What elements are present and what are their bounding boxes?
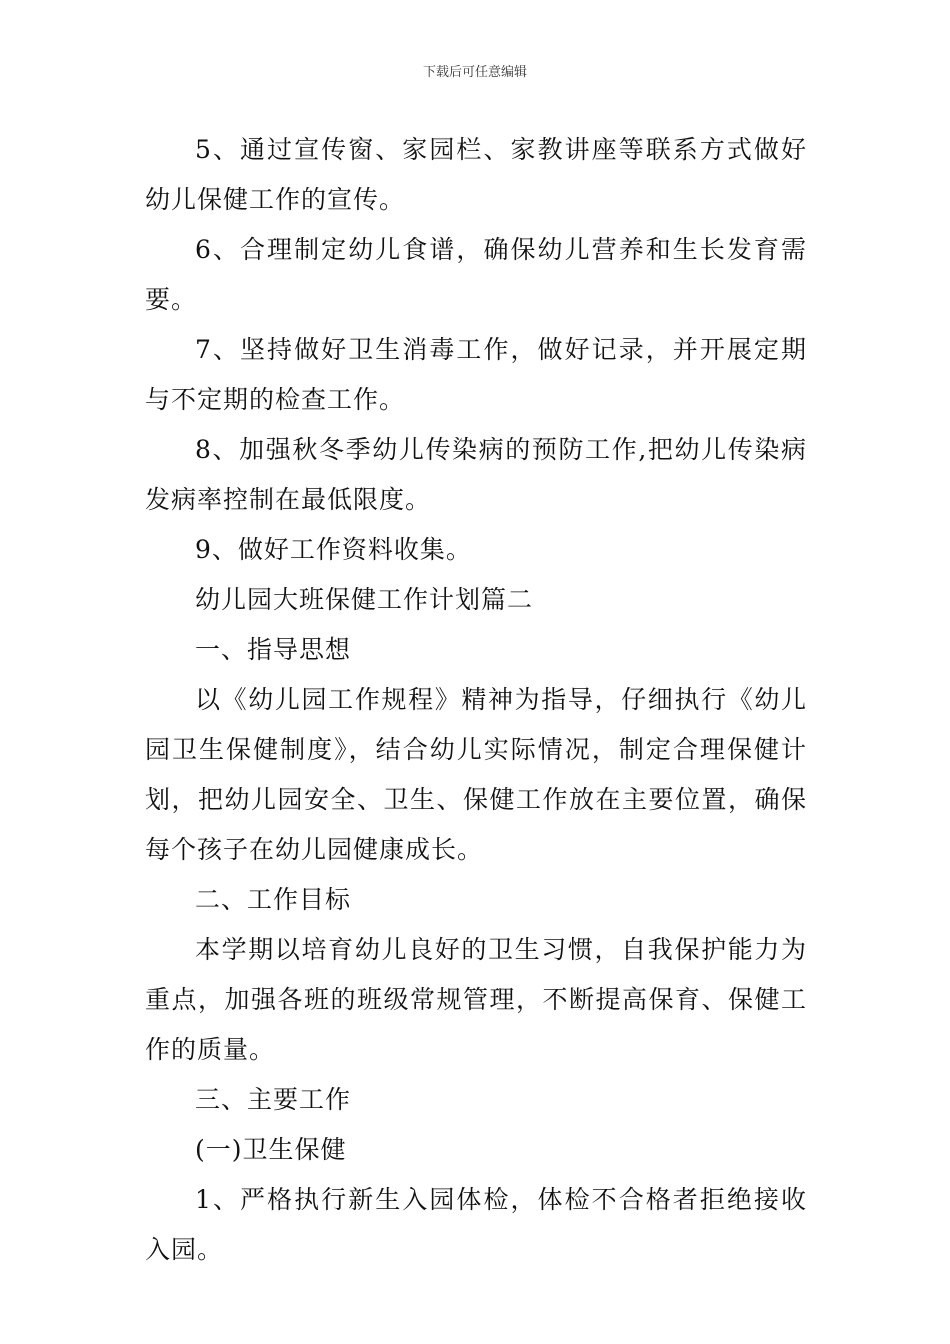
paragraph-item-8: 8、加强秋冬季幼儿传染病的预防工作,把幼儿传染病发病率控制在最低限度。 — [145, 435, 807, 514]
document-body — [145, 125, 807, 1275]
subheading-health-care: (一)卫生保健 — [195, 1135, 347, 1164]
heading-main-work: 三、主要工作 — [195, 1085, 352, 1114]
paragraph-work-goals: 本学期以培育幼儿良好的卫生习惯，自我保护能力为重点，加强各班的班级常规管理，不断提高保育、保健工作的质量。 — [145, 935, 807, 1064]
heading-work-goals: 二、工作目标 — [195, 885, 352, 914]
paragraph-item-6: 6、合理制定幼儿食谱，确保幼儿营养和生长发育需要。 — [145, 235, 807, 314]
paragraph-item-7: 7、坚持做好卫生消毒工作，做好记录，并开展定期与不定期的检查工作。 — [145, 335, 807, 414]
page-header-note: 下载后可任意编辑 — [422, 65, 527, 80]
section-title: 幼儿园大班保健工作计划篇二 — [195, 585, 534, 614]
paragraph-item-9: 9、做好工作资料收集。 — [195, 535, 472, 564]
heading-guiding-ideology: 一、指导思想 — [195, 635, 352, 664]
paragraph-guiding-ideology: 以《幼儿园工作规程》精神为指导，仔细执行《幼儿园卫生保健制度》，结合幼儿实际情况，制定合理保健计划，把幼儿园安全、卫生、保健工作放在主要位置，确保每个孩子在幼儿园健康成长。 — [145, 685, 807, 864]
paragraph-item-1: 1、严格执行新生入园体检，体检不合格者拒绝接收入园。 — [145, 1185, 807, 1264]
paragraph-item-5: 5、通过宣传窗、家园栏、家教讲座等联系方式做好幼儿保健工作的宣传。 — [145, 135, 807, 214]
